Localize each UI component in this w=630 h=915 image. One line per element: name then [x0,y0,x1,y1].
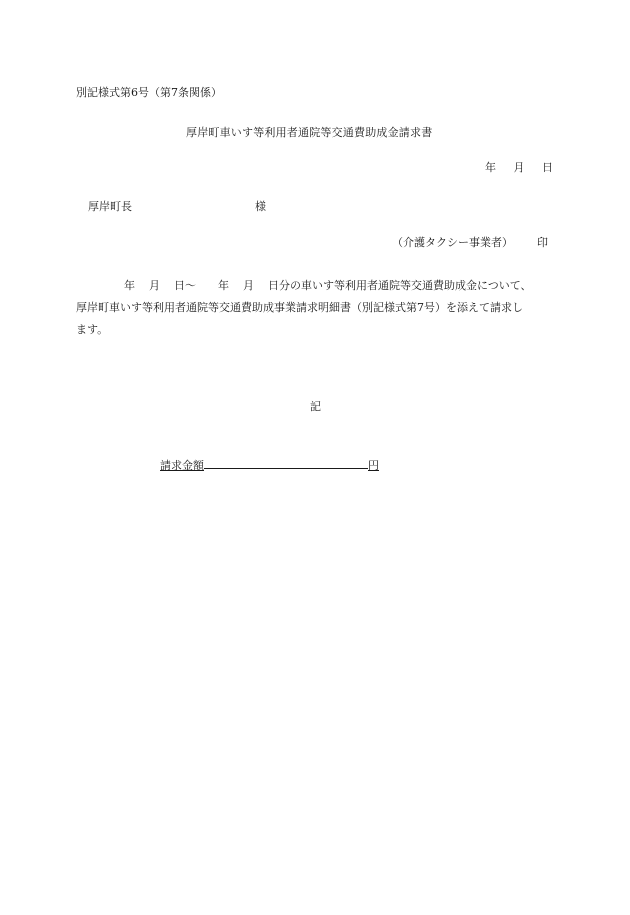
period-end-year: 年 [218,279,229,292]
addressee-name: 厚岸町長 [88,200,132,213]
amount-unit: 円 [368,459,379,472]
amount-label: 請求金額 [160,459,204,472]
body-line-1 [76,275,556,297]
ki-heading: 記 [310,400,321,413]
amount-line [160,456,379,473]
period-start-year: 年 [124,279,135,292]
form-number: 別記様式第6号（第7条関係） [76,86,222,99]
period-start-day: 日〜 [174,279,196,292]
addressee [88,200,266,214]
addressee-honorific: 様 [255,200,266,213]
document-title: 厚岸町車いす等利用者通院等交通費助成金請求書 [186,126,433,139]
date-month: 月 [513,161,525,174]
amount-blank-field [204,456,368,469]
applicant-label: （介護タクシー事業者） [392,236,513,249]
seal-mark: 印 [537,236,548,249]
applicant-line [392,236,548,250]
body-line-1-rest: 日分の車いす等利用者通院等交通費助成金について、 [268,279,532,292]
date-line [485,161,553,175]
body-line-2: 厚岸町車いす等利用者通院等交通費助成事業請求明細書（別記様式第7号）を添えて請求し [76,301,523,314]
period-start-month: 月 [149,279,160,292]
date-day: 日 [542,161,553,174]
date-year: 年 [485,161,496,174]
body-line-3: ます。 [76,323,109,336]
request-body-text [76,275,556,341]
period-end-month: 月 [243,279,254,292]
